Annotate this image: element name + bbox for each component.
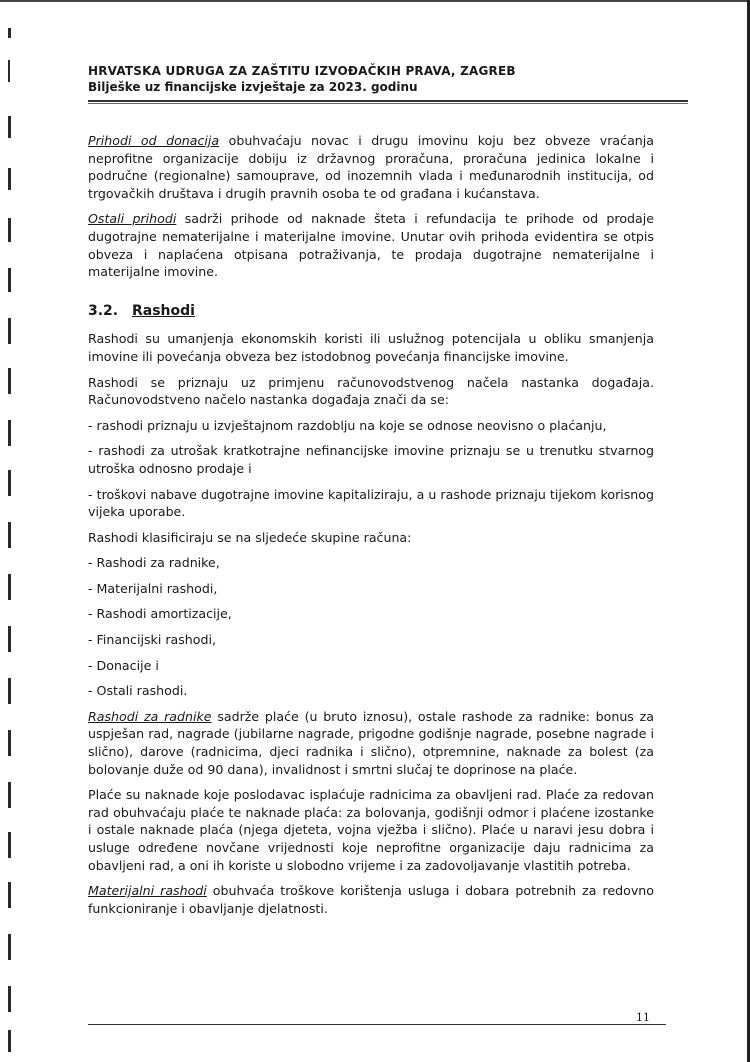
list-item: - Donacije i (88, 657, 159, 673)
list-item: - rashodi za utrošak kratkotrajne nefinancijske imovine priznaju se u trenutku stvarnog utroška odnosno prodaje i (88, 443, 654, 476)
scan-margin-mark (8, 832, 11, 858)
term-rashodi-za-radnike: Rashodi za radnike (88, 708, 212, 724)
scan-margin-mark (8, 420, 11, 446)
paragraph-place: Plaće su naknade koje poslodavac isplaćuje radnicima za obavljeni rad. Plaće za redovan rad obuhvaćaju plaće te naknade plaća: za bolovanja, godišnji odmor i plaćene izostanke i ostale naknade plaća (njega djeteta, vojna vježba i slično). Plaće u naravi jesu dobra i usluge određene novčane vrijednosti koje neprofitne organizacije daju radnicima za obavljeni rad, a oni ih koriste u slobodno vrijeme i za zadovoljavanje vlastitih potreba. (88, 787, 654, 873)
scan-margin-mark (8, 934, 11, 960)
scan-margin-mark (8, 168, 11, 190)
scan-margin-mark (8, 368, 11, 394)
paragraph-ostali-prihodi (88, 210, 654, 280)
paragraph-classification: Rashodi klasificiraju se na sljedeće skupine računa: (88, 529, 412, 545)
scan-margin-mark (8, 116, 11, 138)
term-materijalni-rashodi: Materijalni rashodi (88, 883, 207, 899)
organization-name: HRVATSKA UDRUGA ZA ZAŠTITU IZVOĐAČKIH PRAVA, ZAGREB (88, 64, 516, 78)
paragraph-rashodi-za-radnike (88, 708, 654, 778)
scan-margin-mark (8, 60, 10, 82)
paragraph-text: obuhvaća troškove korištenja usluga i dobara potrebnih za redovno funkcioniranje i obavljanje djelatnosti. (88, 883, 654, 916)
section-title: Rashodi (132, 302, 195, 319)
list-item: - troškovi nabave dugotrajne imovine kapitaliziraju, a u rashode priznaju tijekom korisnog vijeka uporabe. (88, 486, 654, 520)
document-body (88, 132, 654, 925)
term-prihodi-od-donacija: Prihodi od donacija (88, 133, 220, 148)
scan-margin-mark (8, 782, 11, 808)
paragraph-rashodi-definition: Rashodi su umanjenja ekonomskih koristi ili uslužnog potencijala u obliku smanjenja imovine ili povećanja obveza bez istodobnog povećanja financijske imovine. (88, 331, 654, 364)
paragraph-text: obuhvaćaju novac i drugu imovinu koju bez obveze vraćanja neprofitne organizacije dobiju iz državnog proračuna, proračuna jedinica lokalne i područne (regionalne) samouprave, od inozemnih vlada i međunarodnih institucija, od trgovačkih društava i drugih pravnih osoba te od građana i kućanstava. (88, 133, 654, 201)
list-item: - Ostali rashodi. (88, 683, 188, 699)
scan-margin-mark (8, 318, 11, 344)
list-item: - Rashodi amortizacije, (88, 606, 232, 622)
list-item: - rashodi priznaju u izvještajnom razdoblju na koje se odnose neovisno o plaćanju, (88, 417, 607, 433)
header-divider (88, 100, 688, 104)
page-number: 11 (636, 1011, 650, 1024)
scan-margin-mark (8, 28, 11, 38)
scan-margin-mark (8, 574, 11, 600)
list-item: - Materijalni rashodi, (88, 580, 218, 596)
scan-margin-mark (8, 730, 11, 756)
term-ostali-prihodi: Ostali prihodi (88, 211, 177, 227)
scan-margin-mark (8, 626, 11, 652)
list-item: - Financijski rashodi, (88, 632, 216, 648)
paragraph-text: sadrži prihode od naknade šteta i refundacija te prihode od prodaje dugotrajne nematerijalne i materijalne imovine. Unutar ovih prihoda evidentira se otpis obveza i naplaćena otpisana potraživanja, te prodaja dugotrajne nematerijalne i materijalne imovine. (88, 211, 654, 280)
scan-margin-mark (8, 882, 11, 908)
paragraph-prihodi-od-donacija (88, 132, 654, 202)
paragraph-materijalni-rashodi (88, 882, 654, 917)
list-item: - Rashodi za radnike, (88, 555, 220, 571)
scan-margin-mark (8, 470, 11, 496)
scan-margin-mark (8, 986, 11, 1012)
scan-edge-top (0, 0, 750, 2)
scan-margin-mark (8, 218, 11, 242)
section-number: 3.2. (88, 302, 119, 319)
scan-margin-mark (8, 1030, 11, 1052)
paragraph-text: sadrže plaće (u bruto iznosu), ostale rashode za radnike: bonus za uspješan rad, nagrade (jubilarne nagrade, prigodne godišnje nagrade, posebne nagrade i slično), darove (radnicima, djeci radnika i slično), otpremnine, naknade za bolest (za bolovanje duže od 90 dana), invalidnost i smrtni slučaj te doprinose na plaće. (88, 708, 654, 777)
scan-margin-mark (8, 678, 11, 704)
footer-divider (88, 1024, 666, 1025)
section-heading (88, 303, 654, 321)
scan-margin-mark (8, 522, 11, 548)
scan-margin-mark (8, 268, 11, 292)
document-header (88, 64, 663, 94)
paragraph-rashodi-recognition: Rashodi se priznaju uz primjenu računovodstvenog načela nastanka događaja. Računovodstveno načelo nastanka događaja znači da se: (88, 374, 654, 408)
document-title: Bilješke uz financijske izvještaje za 2023. godinu (88, 80, 418, 94)
